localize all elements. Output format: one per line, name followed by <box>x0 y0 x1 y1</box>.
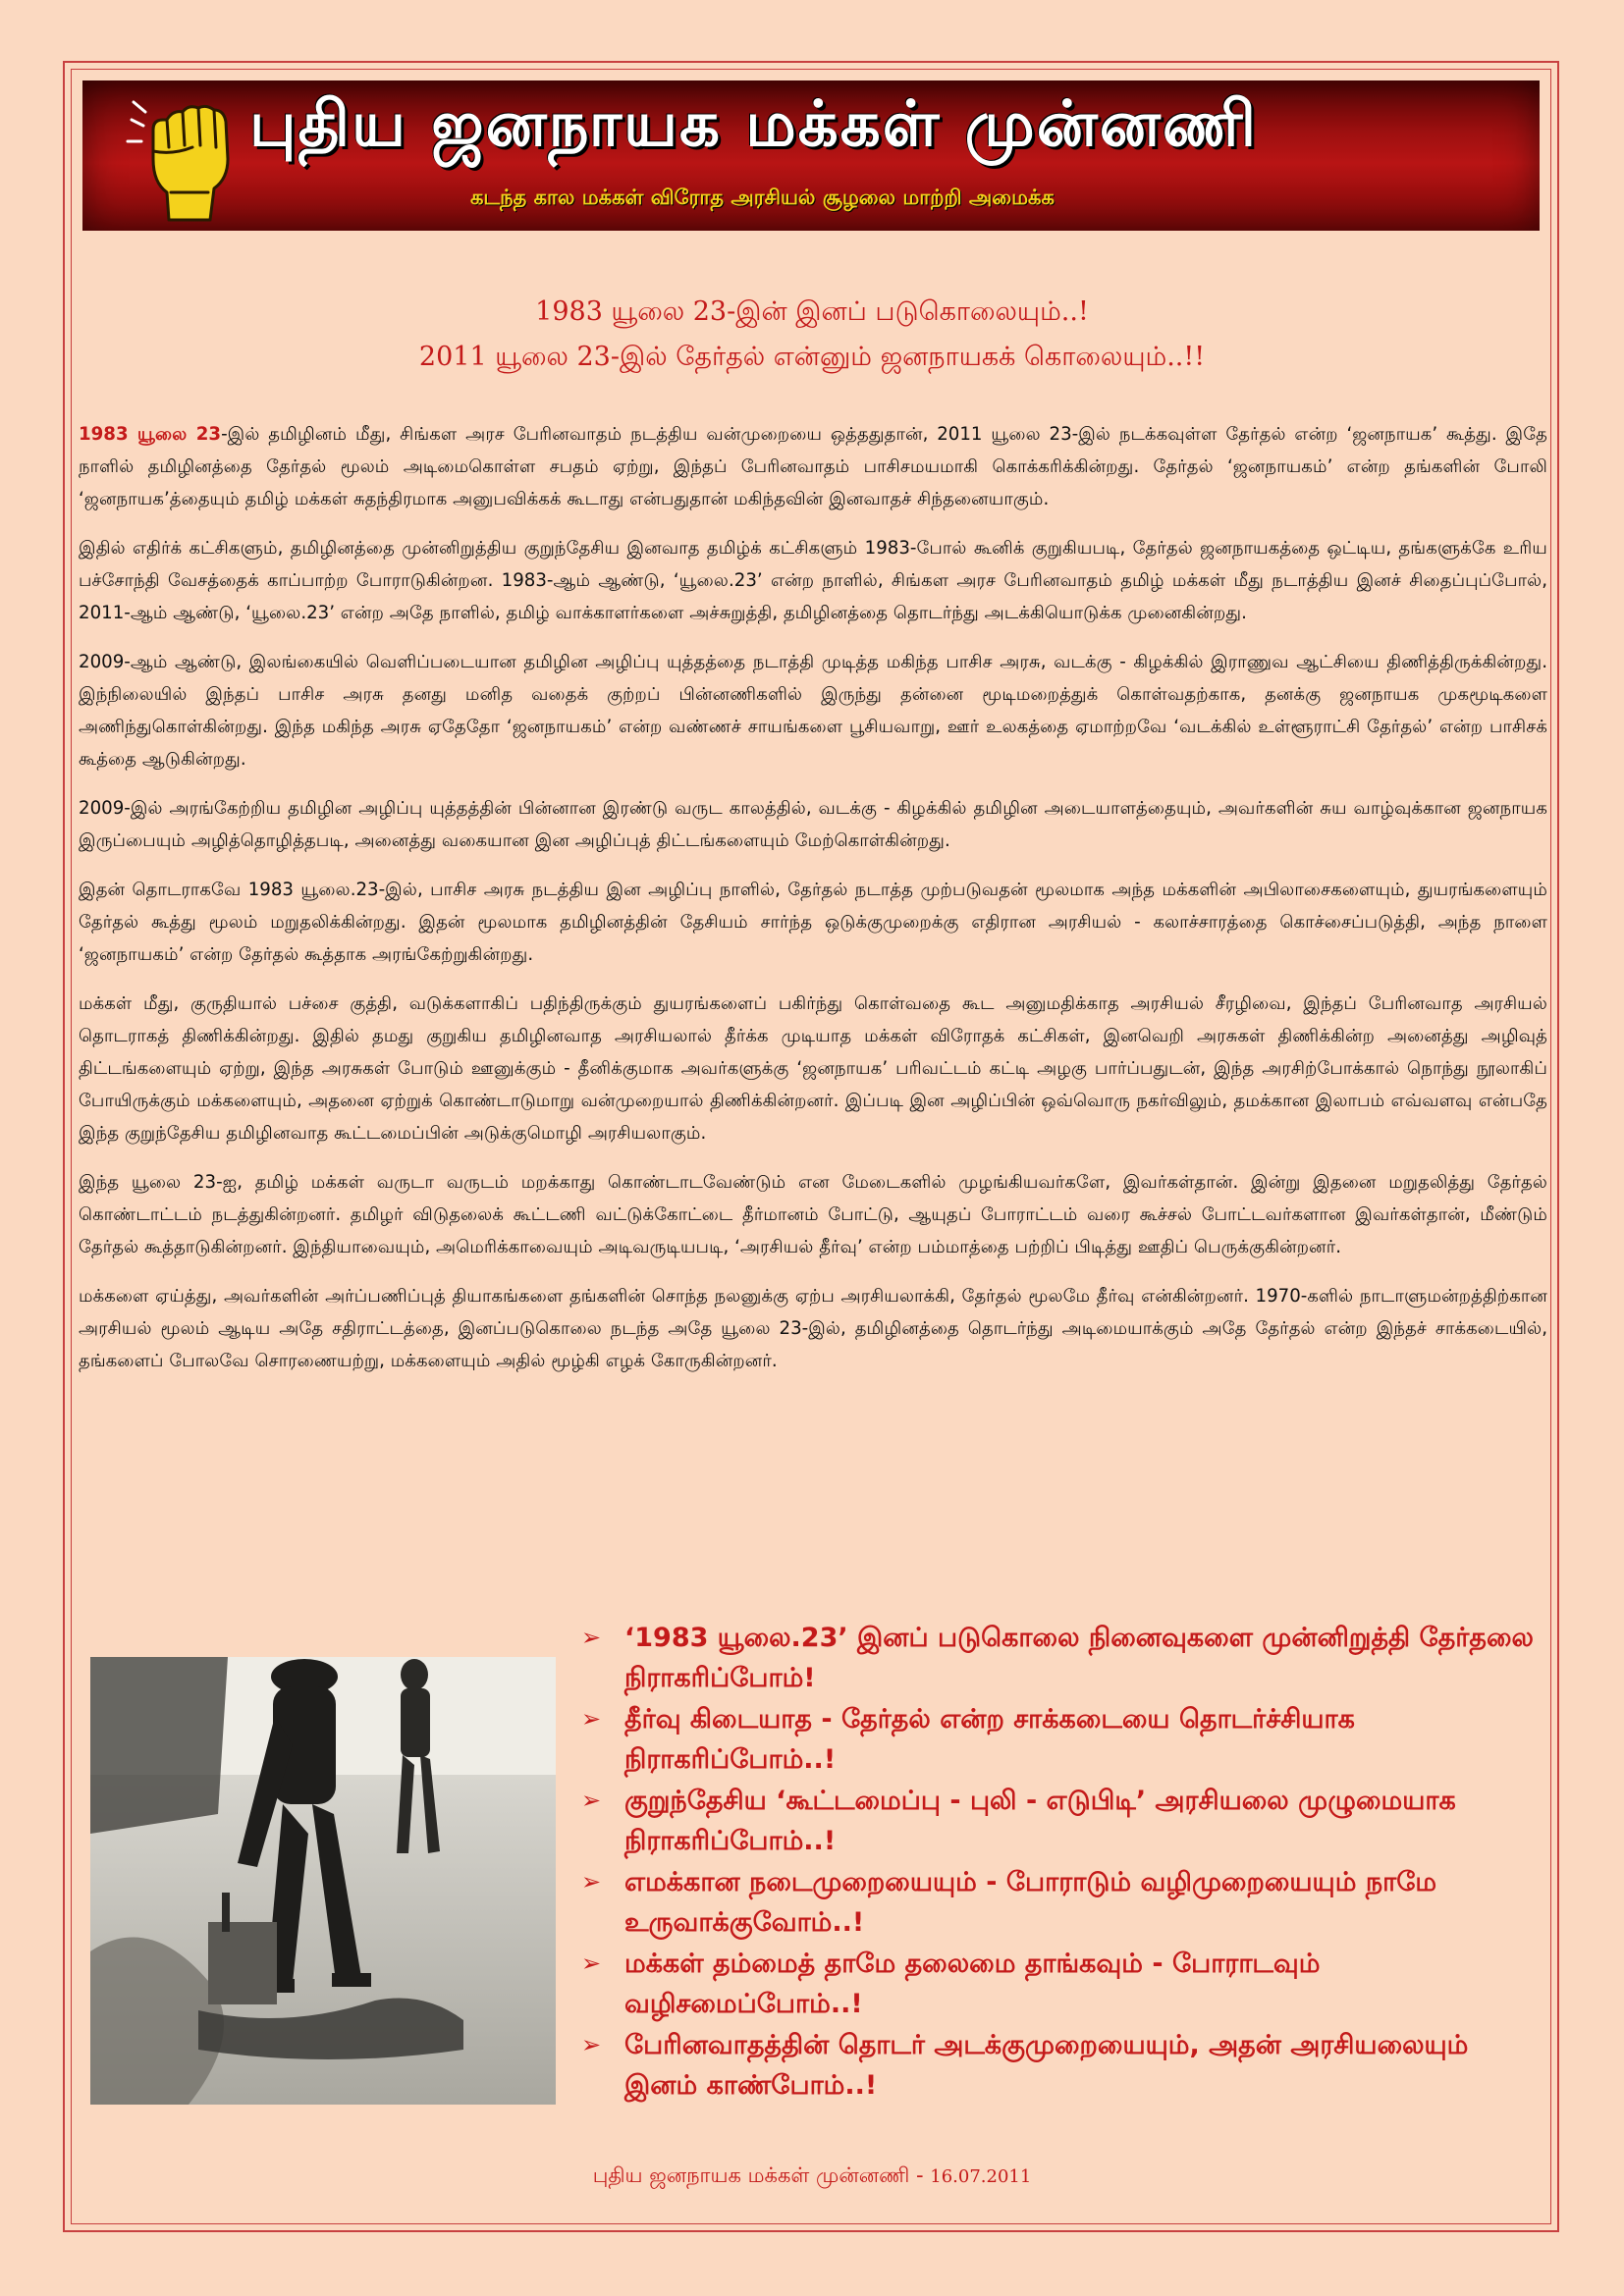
paragraph-text: -இல் தமிழினம் மீது, சிங்கள அரச பேரினவாதம் நடத்திய வன்முறையை ஒத்ததுதான், 2011 யூலை 23-இல் நடக்கவுள்ள தேர்தல் என்ற ‘ஜனநாயக’ கூத்து. இதே நாளில் தமிழினத்தை தேர்தல் மூலம் அடிமைகொள்ள சபதம் ஏற்று, இந்தப் பேரினவாதம் பாசிசமயமாகி கொக்கரிக்கின்றது. தேர்தல் ‘ஜனநாயகம்’ என்ற தங்களின் போலி ‘ஜனநாயக’த்தையும் தமிழ் மக்கள் சுதந்திரமாக அனுபவிக்கக் கூடாது என்பதுதான் மகிந்தவின் இனவாதச் சிந்தனையாகும். <box>79 424 1547 509</box>
slogan-item <box>581 1699 1534 1780</box>
slogan-item <box>581 1944 1534 2024</box>
raised-fist-icon <box>124 90 242 223</box>
paragraph: இதன் தொடராகவே 1983 யூலை.23-இல், பாசிச அரசு நடத்திய இன அழிப்பு நாளில், தேர்தல் நடாத்த முற்படுவதன் மூலமாக அந்த மக்களின் அபிலாசைகளையும், துயரங்களையும் தேர்தல் கூத்து மூலம் மறுதலிக்கின்றது. இதன் மூலமாக தமிழினத்தின் தேசியம் சார்ந்த ஒடுக்குமுறைக்கு எதிரான அரசியல் - கலாச்சாரத்தை கொச்சைப்படுத்தி, அந்த நாளை ‘ஜனநாயகம்’ என்ற தேர்தல் கூத்தாக அரங்கேற்றுகின்றது. <box>79 880 1547 965</box>
footer-signature <box>98 2163 1526 2190</box>
arrow-right-icon: ➢ <box>581 1705 602 1733</box>
article-body <box>79 418 1547 1394</box>
paragraph <box>79 418 1547 515</box>
slogan-text: மக்கள் தம்மைத் தாமே தலைமை தாங்கவும் - போராடவும் வழிசமைப்போம்..! <box>624 1949 1321 2019</box>
headline-line-1: 1983 யூலை 23-இன் இனப் படுகொலையும்..! <box>535 296 1089 327</box>
paragraph-lead: 1983 யூலை 23 <box>79 424 222 445</box>
paragraph: 2009-இல் அரங்கேற்றிய தமிழின அழிப்பு யுத்தத்தின் பின்னான இரண்டு வருட காலத்தில், வடக்கு - கிழக்கில் தமிழின அடையாளத்தையும், அவர்களின் சுய வாழ்வுக்கான ஜனநாயக இருப்பையும் அழித்தொழித்தபடி, அனைத்து வகையான இன அழிப்புத் திட்டங்களையும் மேற்கொள்கின்றது. <box>79 798 1547 851</box>
arrow-right-icon: ➢ <box>581 1949 602 1977</box>
paragraph: இந்த யூலை 23-ஐ, தமிழ் மக்கள் வருடா வருடம் மறக்காது கொண்டாடவேண்டும் என மேடைகளில் முழங்கியவர்களே, இவர்கள்தான். இன்று இதனை மறுதலித்து தேர்தல் கொண்டாட்டம் நடத்துகின்றனர். தமிழர் விடுதலைக் கூட்டணி வட்டுக்கோட்டை தீர்மானம் போட்டு, ஆயுதப் போராட்டம் வரை கூச்சல் போட்டவர்களான இவர்கள்தான், மீண்டும் தேர்தல் கூத்தாடுகின்றனர். இந்தியாவையும், அமெரிக்காவையும் அடிவருடியபடி, ‘அரசியல் தீர்வு’ என்ற பம்மாத்தை பற்றிப் பிடித்து ஊதிப் பெருக்குகின்றனர். <box>79 1172 1547 1257</box>
slogan-item <box>581 1862 1534 1943</box>
historical-photo <box>90 1657 556 2105</box>
arrow-right-icon: ➢ <box>581 1624 602 1651</box>
header-banner <box>82 80 1540 231</box>
footer-separator: - <box>909 2163 931 2187</box>
slogan-item <box>581 1618 1534 1698</box>
slogan-text: பேரினவாதத்தின் தொடர் அடக்குமுறையையும், அதன் அரசியலையும் இனம் காண்போம்..! <box>624 2030 1469 2101</box>
paragraph: இதில் எதிர்க் கட்சிகளும், தமிழினத்தை முன்னிறுத்திய குறுந்தேசிய இனவாத தமிழ்க் கட்சிகளும் 1983-போல் கூனிக் குறுகியபடி, தேர்தல் ஜனநாயகத்தை ஒட்டிய, தங்களுக்கே உரிய பச்சோந்தி வேசத்தைக் காப்பாற்ற போராடுகின்றன. 1983-ஆம் ஆண்டு, ‘யூலை.23’ என்ற நாளில், சிங்கள அரச பேரினவாதம் தமிழ் மக்கள் மீது நடாத்திய இனச் சிதைப்புப்போல், 2011-ஆம் ஆண்டு, ‘யூலை.23’ என்ற அதே நாளில், தமிழ் வாக்காளர்களை அச்சுறுத்தி, தமிழினத்தை தொடர்ந்து அடக்கியொடுக்க முனைகின்றது. <box>79 538 1547 623</box>
footer-date: 16.07.2011 <box>930 2166 1032 2187</box>
banner-title: புதிய ஜனநாயக மக்கள் முன்னணி <box>249 88 1259 161</box>
slogan-text: ‘1983 யூலை.23’ இனப் படுகொலை நினைவுகளை முன்னிறுத்தி தேர்தலை நிராகரிப்போம்! <box>624 1623 1534 1693</box>
photo-illustration <box>90 1657 556 2105</box>
slogan-text: எமக்கான நடைமுறையையும் - போராடும் வழிமுறையையும் நாமே உருவாக்குவோம்..! <box>624 1867 1437 1938</box>
slogan-item <box>581 1781 1534 1861</box>
slogan-text: குறுந்தேசிய ‘கூட்டமைப்பு - புலி - எடுபிடி’ அரசியலை முழுமையாக நிராகரிப்போம்..! <box>624 1786 1456 1856</box>
paragraph: 2009-ஆம் ஆண்டு, இலங்கையில் வெளிப்படையான தமிழின அழிப்பு யுத்தத்தை நடாத்தி முடித்த மகிந்த பாசிச அரசு, வடக்கு - கிழக்கில் இராணுவ ஆட்சியை திணித்திருக்கின்றது. இந்நிலையில் இந்தப் பாசிச அரசு தனது மனித வதைக் குற்றப் பின்னணிகளில் இருந்து தன்னை மூடிமறைத்துக் கொள்வதற்காக, தனக்கு ஜனநாயக முகமூடிகளை அணிந்துகொள்கின்றது. இந்த மகிந்த அரசு ஏதேதோ ‘ஜனநாயகம்’ என்ற வண்ணச் சாயங்களை பூசியவாறு, ஊர் உலகத்தை ஏமாற்றவே ‘வடக்கில் உள்ளூராட்சி தேர்தல்’ என்ற பாசிசக் கூத்தை ஆடுகின்றது. <box>79 652 1547 770</box>
paragraph: மக்களை ஏய்த்து, அவர்களின் அர்ப்பணிப்புத் தியாகங்களை தங்களின் சொந்த நலனுக்கு ஏற்ப அரசியலாக்கி, தேர்தல் மூலமே தீர்வு என்கின்றனர். 1970-களில் நாடாளுமன்றத்திற்கான அரசியல் மூலம் ஆடிய அதே சதிராட்டத்தை, இனப்படுகொலை நடந்த அதே யூலை 23-இல், தமிழினத்தை தொடர்ந்து அடிமையாக்கும் அதே தேர்தல் என்ற இந்தச் சாக்கடையில், தங்களைப் போலவே சொரணையற்று, மக்களையும் அதில் மூழ்கி எழக் கோருகின்றனர். <box>79 1286 1547 1371</box>
arrow-right-icon: ➢ <box>581 1868 602 1896</box>
footer-org: புதிய ஜனநாயக மக்கள் முன்னணி <box>592 2163 910 2187</box>
slogan-item <box>581 2025 1534 2106</box>
banner-subtitle: கடந்த கால மக்கள் விரோத அரசியல் சூழலை மாற்றி அமைக்க <box>470 186 1055 209</box>
headline-line-2: 2011 யூலை 23-இல் தேர்தல் என்னும் ஜனநாயகக் கொலையும்..!! <box>418 342 1206 372</box>
arrow-right-icon: ➢ <box>581 1787 602 1814</box>
paragraph: மக்கள் மீது, குருதியால் பச்சை குத்தி, வடுக்களாகிப் பதிந்திருக்கும் துயரங்களைப் பகிர்ந்து கொள்வதை கூட அனுமதிக்காத அரசியல் சீரழிவை, இந்தப் பேரினவாத அரசியல் தொடராகத் திணிக்கின்றது. இதில் தமது குறுகிய தமிழினவாத அரசியலால் தீர்க்க முடியாத மக்கள் விரோதக் கட்சிகள், இனவெறி அரசுகள் திணிக்கின்ற அனைத்து அழிவுத் திட்டங்களையும் ஏற்று, இந்த அரசுகள் போடும் ஊனுக்கும் - தீனிக்குமாக அவர்களுக்கு ‘ஜனநாயக’ பரிவட்டம் கட்டி அழகு பார்ப்பதுடன், இந்த அரசிற்போக்கால் நொந்து நூலாகிப் போயிருக்கும் மக்களையும், அதனை ஏற்றுக் கொண்டாடுமாறு வன்முறையால் திணிக்கின்றனர். இப்படி இன அழிப்பின் ஒவ்வொரு நகர்விலும், தமக்கான இலாபம் எவ்வளவு என்பதே இந்த குறுந்தேசிய தமிழினவாத கூட்டமைப்பின் அடுக்குமொழி அரசியலாகும். <box>79 993 1547 1144</box>
slogan-text: தீர்வு கிடையாத - தேர்தல் என்ற சாக்கடையை தொடர்ச்சியாக நிராகரிப்போம்..! <box>624 1704 1355 1775</box>
arrow-right-icon: ➢ <box>581 2031 602 2058</box>
slogan-list <box>581 1618 1534 2107</box>
